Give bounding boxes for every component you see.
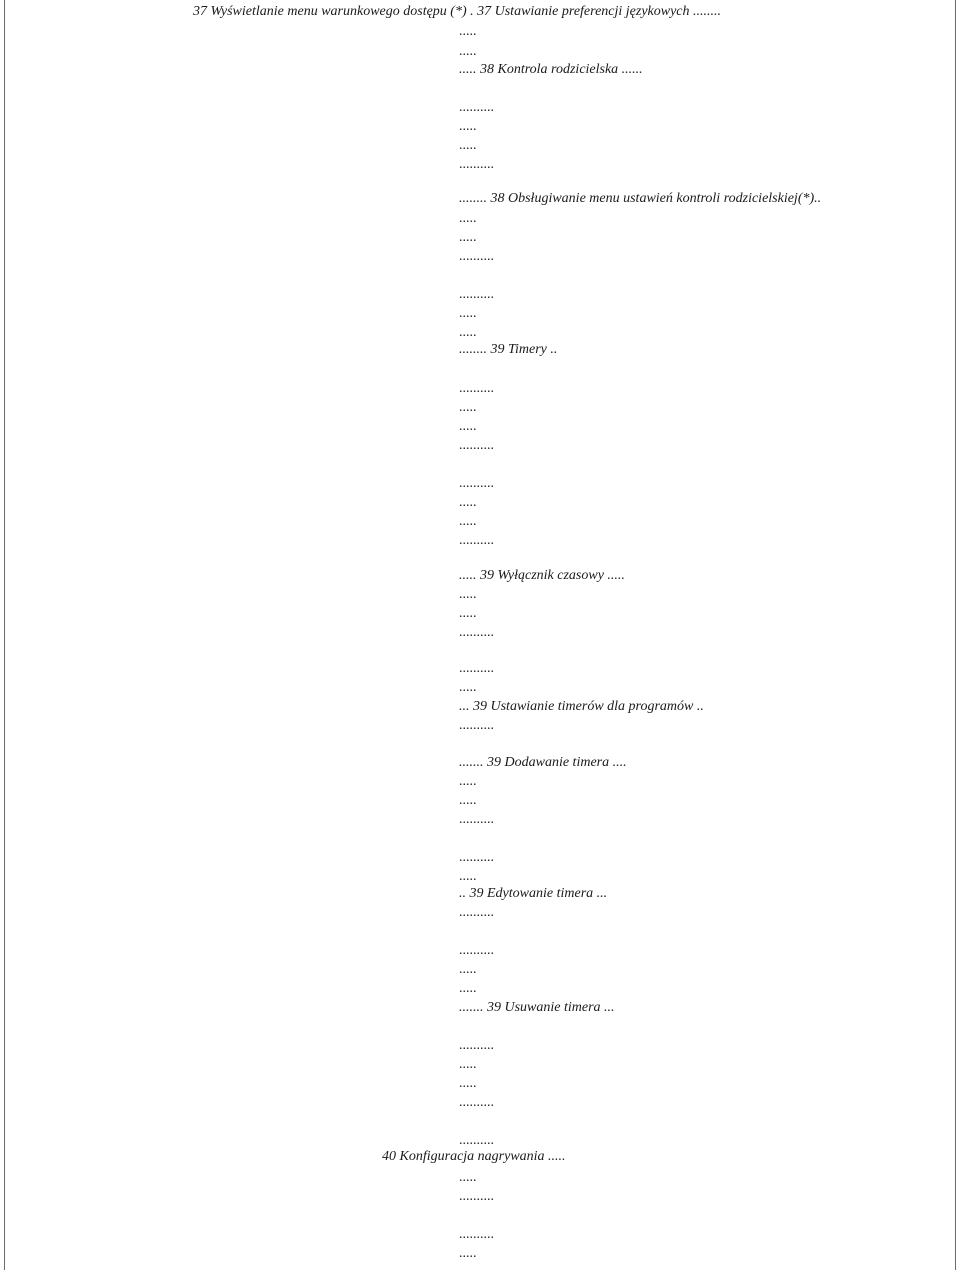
toc-dots: .......... (459, 812, 494, 827)
toc-dots: ..... (459, 495, 477, 510)
toc-dots: .......... (459, 438, 494, 453)
toc-entry-wyswietlanie-menu: 37 Wyświetlanie menu warunkowego dostępu (*) . 37 Ustawianie preferencji językowych ........ (193, 4, 722, 19)
toc-dots: ..... (459, 1170, 477, 1185)
toc-dots: ..... (459, 211, 477, 226)
toc-entry-dodawanie-timera: ....... 39 Dodawanie timera .... (459, 755, 627, 770)
toc-dots: .......... (459, 1038, 494, 1053)
toc-dots: .......... (459, 661, 494, 676)
toc-dots: .......... (459, 287, 494, 302)
toc-dots: .......... (459, 100, 494, 115)
toc-dots: .......... (459, 943, 494, 958)
toc-dots: .......... (459, 850, 494, 865)
toc-dots: .......... (459, 1133, 494, 1148)
toc-dots: ..... (459, 1057, 477, 1072)
toc-dots: .......... (459, 249, 494, 264)
toc-dots: ..... (459, 774, 477, 789)
toc-dots: .......... (459, 476, 494, 491)
toc-dots: .......... (459, 533, 494, 548)
toc-dots: .......... (459, 1227, 494, 1242)
toc-dots: .......... (459, 625, 494, 640)
toc-dots: ..... (459, 680, 477, 695)
toc-dots: .......... (459, 1189, 494, 1204)
toc-entry-konfiguracja-nagrywania: 40 Konfiguracja nagrywania ..... (382, 1149, 566, 1164)
toc-entry-usuwanie-timera: ....... 39 Usuwanie timera ... (459, 1000, 615, 1015)
toc-dots: ..... (459, 400, 477, 415)
toc-dots: ..... (459, 962, 477, 977)
toc-dots: ..... (459, 24, 477, 39)
toc-dots: .......... (459, 1095, 494, 1110)
toc-dots: ..... (459, 587, 477, 602)
toc-dots: ..... (459, 138, 477, 153)
toc-dots: ..... (459, 981, 477, 996)
toc-dots: ..... (459, 419, 477, 434)
toc-dots: ..... (459, 1246, 477, 1261)
toc-entry-ustawianie-timerow: ... 39 Ustawianie timerów dla programów .. (459, 699, 704, 714)
toc-dots: ..... (459, 606, 477, 621)
toc-dots: ..... (459, 793, 477, 808)
toc-dots: ..... (459, 514, 477, 529)
toc-dots: .......... (459, 157, 494, 172)
toc-dots: .......... (459, 905, 494, 920)
toc-dots: ..... (459, 1076, 477, 1091)
toc-dots: ..... (459, 119, 477, 134)
toc-dots: .......... (459, 381, 494, 396)
toc-dots: ..... (459, 325, 477, 340)
toc-entry-wylacznik-czasowy: ..... 39 Wyłącznik czasowy ..... (459, 568, 625, 583)
toc-entry-edytowanie-timera: .. 39 Edytowanie timera ... (459, 886, 608, 901)
toc-dots: ..... (459, 230, 477, 245)
toc-dots: ..... (459, 869, 477, 884)
toc-dots: .......... (459, 718, 494, 733)
toc-entry-obslugiwanie-menu: ........ 38 Obsługiwanie menu ustawień kontroli rodzicielskiej(*).. (459, 191, 822, 206)
toc-entry-kontrola-rodzicielska: ..... 38 Kontrola rodzicielska ...... (459, 62, 643, 77)
toc-dots: ..... (459, 306, 477, 321)
toc-entry-timery: ........ 39 Timery .. (459, 342, 558, 357)
toc-dots: ..... (459, 44, 477, 59)
